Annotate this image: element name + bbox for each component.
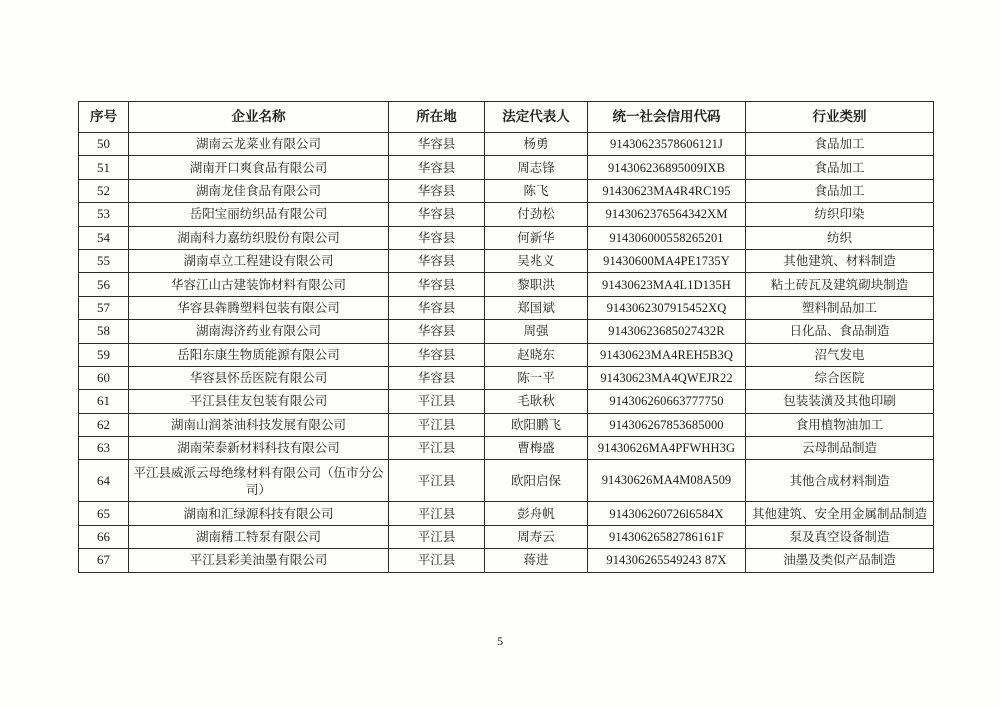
table-row <box>79 390 934 413</box>
cell-industry: 其他建筑、安全用金属制品制造 <box>746 502 934 525</box>
cell-location: 平江县 <box>389 460 485 502</box>
table-header-row <box>79 102 934 133</box>
cell-industry: 包装装潢及其他印刷 <box>746 390 934 413</box>
cell-industry: 云母制品制造 <box>746 437 934 460</box>
cell-industry: 食品加工 <box>746 156 934 179</box>
cell-company-name: 湖南卓立工程建设有限公司 <box>129 249 389 272</box>
cell-serial: 55 <box>79 249 129 272</box>
cell-company-name: 华容县怀岳医院有限公司 <box>129 366 389 389</box>
cell-serial: 59 <box>79 343 129 366</box>
cell-company-name: 湖南海济药业有限公司 <box>129 320 389 343</box>
cell-credit-code: 9143062307915452XQ <box>588 296 746 319</box>
cell-location: 华容县 <box>389 320 485 343</box>
cell-company-name: 湖南云龙菜业有限公司 <box>129 133 389 156</box>
cell-serial: 54 <box>79 226 129 249</box>
cell-credit-code: 914306260726l6584X <box>588 502 746 525</box>
cell-serial: 60 <box>79 366 129 389</box>
cell-location: 平江县 <box>389 502 485 525</box>
cell-credit-code: 914306236895009IXB <box>588 156 746 179</box>
cell-legal-rep: 周志锋 <box>485 156 588 179</box>
cell-serial: 61 <box>79 390 129 413</box>
cell-legal-rep: 赵晓东 <box>485 343 588 366</box>
cell-serial: 53 <box>79 203 129 226</box>
cell-location: 华容县 <box>389 226 485 249</box>
table-row <box>79 320 934 343</box>
cell-company-name: 平江县佳友包装有限公司 <box>129 390 389 413</box>
cell-legal-rep: 何新华 <box>485 226 588 249</box>
cell-company-name: 湖南山润茶油科技发展有限公司 <box>129 413 389 436</box>
table-row <box>79 525 934 548</box>
cell-legal-rep: 曹梅盛 <box>485 437 588 460</box>
cell-industry: 日化品、食品制造 <box>746 320 934 343</box>
cell-legal-rep: 周强 <box>485 320 588 343</box>
cell-industry: 其他建筑、材料制造 <box>746 249 934 272</box>
cell-location: 华容县 <box>389 296 485 319</box>
cell-legal-rep: 黎职洪 <box>485 273 588 296</box>
cell-company-name: 湖南精工特泵有限公司 <box>129 525 389 548</box>
table-row <box>79 133 934 156</box>
cell-company-name: 平江县彩美油墨有限公司 <box>129 549 389 572</box>
cell-credit-code: 91430626MA4PFWHH3G <box>588 437 746 460</box>
cell-company-name: 华容县犇腾塑料包装有限公司 <box>129 296 389 319</box>
cell-industry: 其他合成材料制造 <box>746 460 934 502</box>
cell-industry: 沼气发电 <box>746 343 934 366</box>
cell-credit-code: 91430623MA4QWEJR22 <box>588 366 746 389</box>
header-serial: 序号 <box>79 102 129 133</box>
cell-credit-code: 91430623578606121J <box>588 133 746 156</box>
cell-serial: 50 <box>79 133 129 156</box>
cell-location: 平江县 <box>389 437 485 460</box>
table-row <box>79 273 934 296</box>
cell-credit-code: 914306267853685000 <box>588 413 746 436</box>
cell-legal-rep: 欧阳启保 <box>485 460 588 502</box>
cell-industry: 塑料制品加工 <box>746 296 934 319</box>
cell-location: 平江县 <box>389 413 485 436</box>
header-location: 所在地 <box>389 102 485 133</box>
cell-credit-code: 91430623685027432R <box>588 320 746 343</box>
cell-industry: 纺织 <box>746 226 934 249</box>
cell-legal-rep: 欧阳鹏飞 <box>485 413 588 436</box>
cell-location: 华容县 <box>389 133 485 156</box>
cell-credit-code: 914306265549243 87X <box>588 549 746 572</box>
cell-credit-code: 914306000558265201 <box>588 226 746 249</box>
cell-industry: 食用植物油加工 <box>746 413 934 436</box>
cell-location: 平江县 <box>389 525 485 548</box>
cell-credit-code: 91430623MA4R4RC195 <box>588 179 746 202</box>
cell-location: 华容县 <box>389 156 485 179</box>
cell-company-name: 湖南荣泰新材料科技有限公司 <box>129 437 389 460</box>
header-credit-code: 统一社会信用代码 <box>588 102 746 133</box>
cell-credit-code: 91430626MA4M08A509 <box>588 460 746 502</box>
table-row <box>79 502 934 525</box>
cell-company-name: 湖南开口爽食品有限公司 <box>129 156 389 179</box>
cell-serial: 56 <box>79 273 129 296</box>
cell-company-name: 湖南科力嘉纺织股份有限公司 <box>129 226 389 249</box>
cell-legal-rep: 陈飞 <box>485 179 588 202</box>
cell-industry: 食品加工 <box>746 179 934 202</box>
cell-legal-rep: 郑国斌 <box>485 296 588 319</box>
table-row <box>79 343 934 366</box>
enterprise-table <box>78 101 934 573</box>
cell-legal-rep: 毛耿秋 <box>485 390 588 413</box>
cell-legal-rep: 彭舟帆 <box>485 502 588 525</box>
cell-serial: 51 <box>79 156 129 179</box>
cell-company-name: 平江县威派云母绝缘材料有限公司（伍市分公司） <box>129 460 389 502</box>
page-number: 5 <box>497 634 503 648</box>
cell-serial: 66 <box>79 525 129 548</box>
table-row <box>79 366 934 389</box>
table-row <box>79 460 934 502</box>
cell-serial: 62 <box>79 413 129 436</box>
cell-company-name: 岳阳宝丽纺织品有限公司 <box>129 203 389 226</box>
cell-location: 华容县 <box>389 273 485 296</box>
cell-location: 华容县 <box>389 203 485 226</box>
cell-industry: 粘土砖瓦及建筑砌块制造 <box>746 273 934 296</box>
cell-serial: 67 <box>79 549 129 572</box>
table-row <box>79 156 934 179</box>
cell-serial: 58 <box>79 320 129 343</box>
cell-industry: 泵及真空设备制造 <box>746 525 934 548</box>
cell-location: 华容县 <box>389 366 485 389</box>
cell-legal-rep: 蒋进 <box>485 549 588 572</box>
cell-serial: 57 <box>79 296 129 319</box>
cell-location: 华容县 <box>389 249 485 272</box>
cell-credit-code: 91430623MA4REH5B3Q <box>588 343 746 366</box>
table-body <box>79 133 934 573</box>
cell-legal-rep: 付劲松 <box>485 203 588 226</box>
cell-location: 华容县 <box>389 343 485 366</box>
table-row <box>79 413 934 436</box>
cell-legal-rep: 吴兆义 <box>485 249 588 272</box>
table-row <box>79 249 934 272</box>
cell-company-name: 湖南龙佳食品有限公司 <box>129 179 389 202</box>
cell-legal-rep: 周寿云 <box>485 525 588 548</box>
header-legal-rep: 法定代表人 <box>485 102 588 133</box>
cell-serial: 52 <box>79 179 129 202</box>
cell-credit-code: 91430623MA4L1D135H <box>588 273 746 296</box>
cell-serial: 64 <box>79 460 129 502</box>
cell-serial: 65 <box>79 502 129 525</box>
table-row <box>79 296 934 319</box>
table-row <box>79 437 934 460</box>
header-company-name: 企业名称 <box>129 102 389 133</box>
cell-location: 华容县 <box>389 179 485 202</box>
cell-company-name: 华容江山古建装饰材料有限公司 <box>129 273 389 296</box>
cell-company-name: 岳阳东康生物质能源有限公司 <box>129 343 389 366</box>
cell-industry: 综合医院 <box>746 366 934 389</box>
table-row <box>79 179 934 202</box>
cell-credit-code: 91430600MA4PE1735Y <box>588 249 746 272</box>
cell-location: 平江县 <box>389 549 485 572</box>
cell-location: 平江县 <box>389 390 485 413</box>
cell-credit-code: 914306260663777750 <box>588 390 746 413</box>
cell-legal-rep: 杨勇 <box>485 133 588 156</box>
cell-industry: 纺织印染 <box>746 203 934 226</box>
cell-serial: 63 <box>79 437 129 460</box>
cell-credit-code: 9143062376564342XM <box>588 203 746 226</box>
enterprise-table-wrapper <box>78 101 933 573</box>
cell-credit-code: 91430626582786161F <box>588 525 746 548</box>
table-row <box>79 549 934 572</box>
cell-industry: 食品加工 <box>746 133 934 156</box>
cell-company-name: 湖南和汇绿源科技有限公司 <box>129 502 389 525</box>
table-row <box>79 203 934 226</box>
table-row <box>79 226 934 249</box>
header-industry: 行业类别 <box>746 102 934 133</box>
cell-industry: 油墨及类似产品制造 <box>746 549 934 572</box>
cell-legal-rep: 陈一平 <box>485 366 588 389</box>
